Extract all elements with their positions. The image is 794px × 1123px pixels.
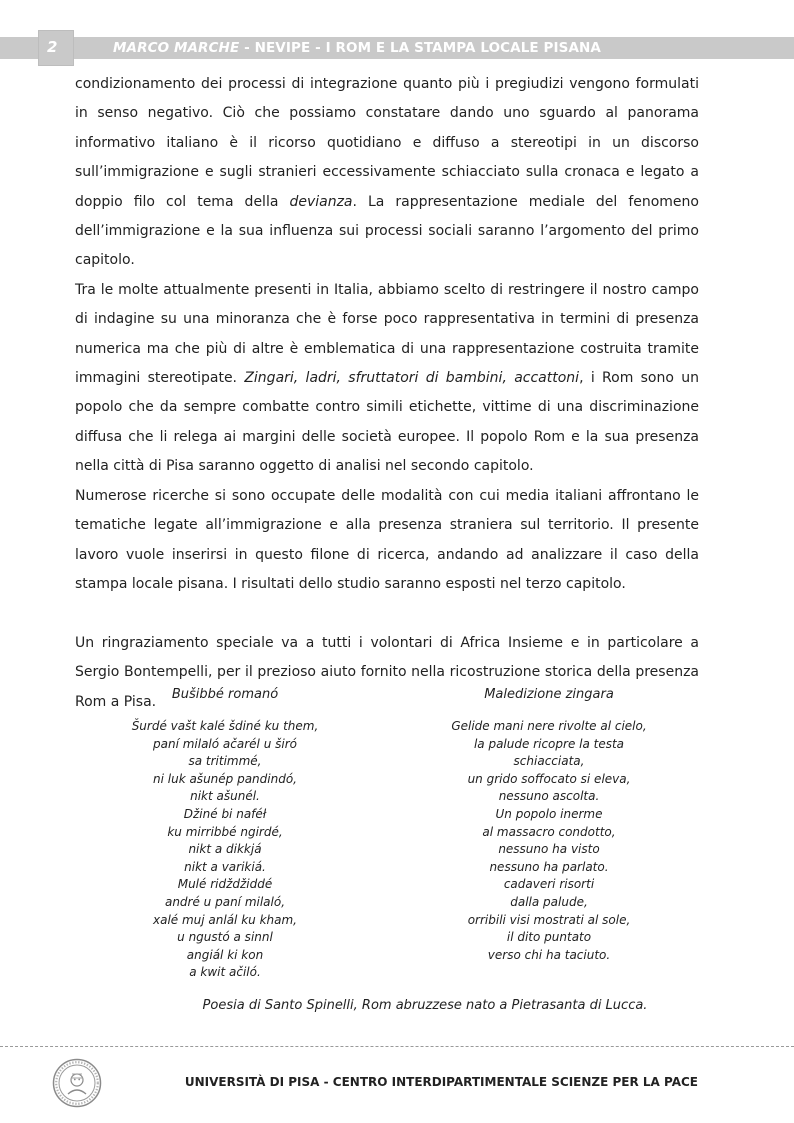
- poem-line: ku mirribbé ngirdé,: [167, 824, 283, 839]
- poem-italian: [399, 684, 699, 982]
- paragraph-1: [75, 70, 699, 276]
- paragraph-1-text-a: condizionamento dei processi di integrazione quanto più i pregiudizi vengono formulati in senso negativo. Ciò che possiamo constatare dando uno sguardo al panorama informativo italiano è il ricorso quotidiano e diffuso a stereotipi in un discorso sull’immigrazione e sugli stranieri eccessivamente schiacciato sulla cronaca e legato a doppio filo col tema della: [75, 76, 699, 210]
- poem-italian-title: Maledizione zingara: [484, 687, 614, 702]
- poem-line: ni luk ašunép pandindó,: [153, 771, 297, 786]
- poem-line: Gelide mani nere rivolte al cielo,: [451, 719, 647, 733]
- poem-romani-lines: [75, 718, 375, 982]
- poem-line: nessuno ascolta.: [498, 789, 600, 804]
- footer-divider: [0, 1046, 794, 1047]
- poem-line: al massacro condotto,: [482, 824, 616, 839]
- paragraph-3: Numerose ricerche si sono occupate delle modalità con cui media italiani affrontano le tematiche legate all’immigrazione e alla presenza straniera sul territorio. Il presente lavoro vuole inserirsi in questo filone di ricerca, andando ad analizzare il caso della stampa locale pisana. I risultati dello studio saranno esposti nel terzo capitolo.: [75, 487, 699, 592]
- poem-line: nikt a varikiá.: [184, 859, 266, 874]
- paragraph-4: Un ringraziamento speciale va a tutti i volontari di Africa Insieme e in particolare a Sergio Bontempelli, per il prezioso aiuto fornito nella ricostruzione storica della presenza Rom a Pisa.: [75, 634, 699, 710]
- running-head-author: MARCO MARCHE: [113, 40, 240, 56]
- paragraph-1-emphasis: devianza: [289, 193, 353, 210]
- poem-line: nessuno ha parlato.: [489, 859, 609, 874]
- running-head: [113, 40, 601, 56]
- poem-line: sa tritimmé,: [188, 754, 262, 769]
- poem-line: dalla palude,: [510, 894, 588, 909]
- poem-line: il dito puntato: [506, 930, 592, 945]
- poem-line: Džiné bi naféł: [183, 806, 267, 821]
- poem-line: u ngustó a sinnl: [177, 930, 273, 945]
- poem-romani-title: Bušibbé romanó: [171, 687, 279, 702]
- poem-line: cadaveri risorti: [503, 877, 595, 892]
- poem-line: verso chi ha taciuto.: [487, 947, 611, 962]
- poem-line: orribili visi mostrati al sole,: [467, 912, 631, 927]
- paragraph-2-text-b: , i Rom sono un popolo che da sempre combatte contro simili etichette, vittime di una discriminazione diffusa che li relega ai margini delle società europee. Il popolo Rom e la sua presenza nella città di Pisa saranno oggetto di analisi nel secondo capitolo.: [75, 370, 699, 475]
- poem-caption: Poesia di Santo Spinelli, Rom abruzzese nato a Pietrasanta di Lucca.: [202, 998, 648, 1013]
- poems: [75, 684, 699, 982]
- poem-line: paní milaló ačarél u širó: [153, 736, 297, 751]
- poem-line: andré u paní milaló,: [164, 894, 286, 909]
- paragraph-2-emphasis: Zingari, ladri, sfruttatori di bambini, accattoni: [244, 370, 580, 387]
- footer-institution: UNIVERSITÀ DI PISA - CENTRO INTERDIPARTIMENTALE SCIENZE PER LA PACE: [184, 1075, 698, 1089]
- running-head-title: - NEVIPE - I ROM E LA STAMPA LOCALE PISANA: [239, 40, 601, 56]
- paragraph-1-text-b: . La rappresentazione mediale del fenomeno dell’immigrazione e la sua influenza sui processi sociali saranno l’argomento del primo capitolo.: [75, 193, 699, 269]
- body-text: [75, 70, 699, 717]
- poem-line: nikt ašunél.: [190, 789, 260, 804]
- poem-line: la palude ricopre la testa: [473, 736, 625, 751]
- poem-romani: [75, 684, 375, 982]
- poem-line: schiacciata,: [513, 754, 585, 769]
- poem-line: nessuno ha visto: [498, 842, 600, 857]
- poem-line: un grido soffocato si eleva,: [467, 771, 631, 786]
- page-number: 2: [47, 38, 58, 56]
- poem-line: xalé muj anlál ku kham,: [152, 912, 297, 927]
- poem-line: angiál ki kon: [186, 947, 264, 962]
- poem-line: nikt a dikkjá: [188, 842, 262, 857]
- paragraph-2: [75, 276, 699, 482]
- university-seal-icon: [52, 1058, 102, 1108]
- poem-italian-lines: [399, 718, 699, 964]
- poem-line: Mulé ridždžiddé: [177, 877, 273, 892]
- poem-line: Un popolo inerme: [495, 806, 603, 821]
- poem-line: Šurdé vašt kalé šdiné ku them,: [131, 719, 319, 733]
- poem-line: a kwit ačiló.: [189, 965, 261, 980]
- paragraph-2-text-a: Tra le molte attualmente presenti in Italia, abbiamo scelto di restringere il nostro campo di indagine su una minoranza che è forse poco rappresentativa in termini di presenza numerica ma che più di altre è emblematica di una rappresentazione costruita tramite immagini stereotipate.: [75, 281, 699, 387]
